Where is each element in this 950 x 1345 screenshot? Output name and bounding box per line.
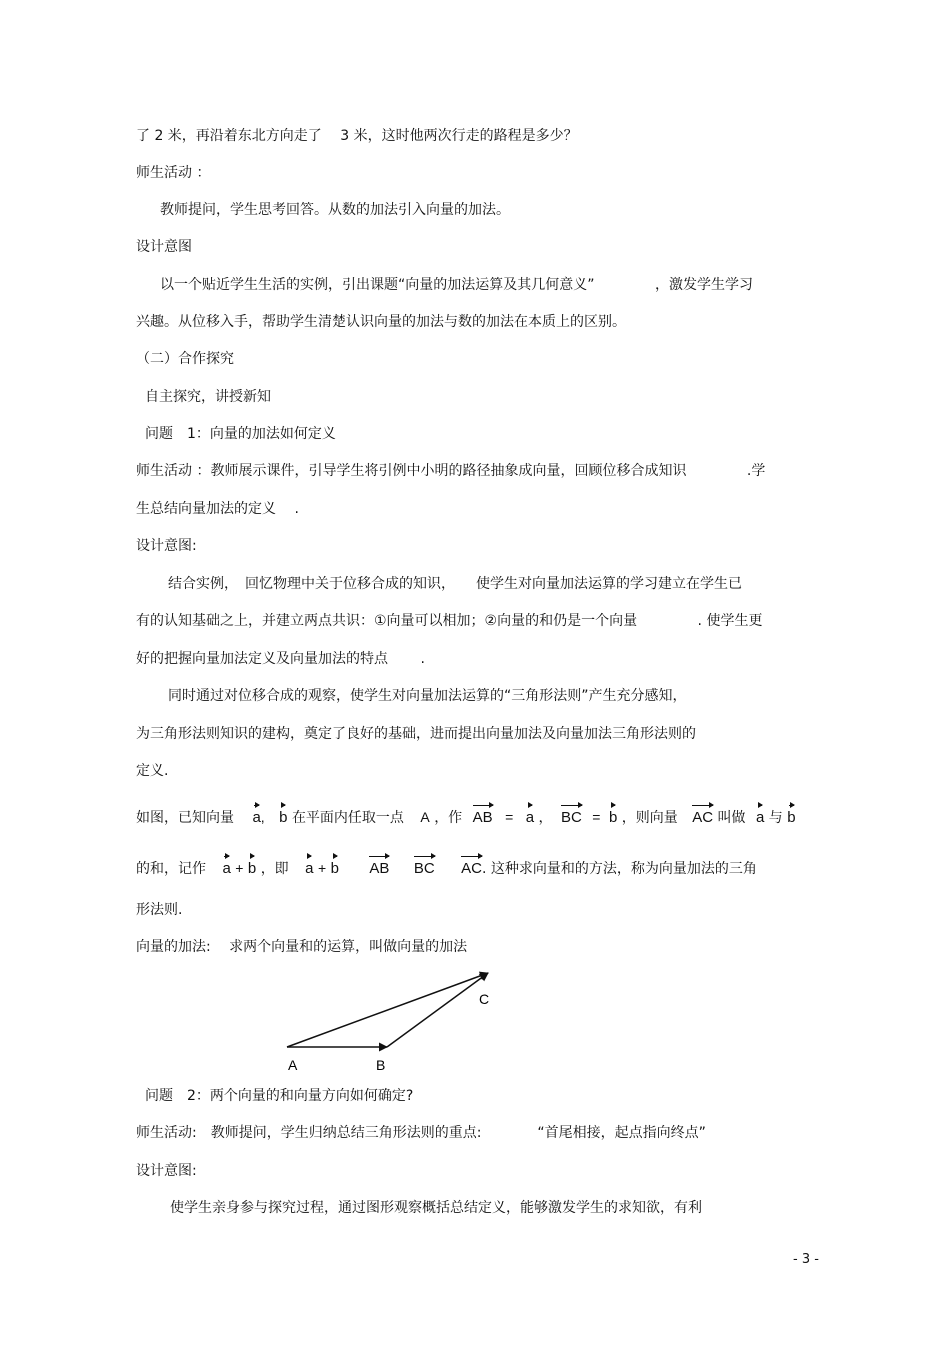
vector-b: b [279, 809, 288, 826]
vector-ab: AB [472, 809, 493, 826]
text-line-21: 形法则. [136, 902, 183, 918]
question-2: 问题 2：两个向量的和向量方向如何确定? [145, 1088, 414, 1104]
label-a: A [288, 1057, 298, 1073]
vector-bc: BC [413, 860, 435, 877]
question-1: 问题 1：向量的加法如何定义 [145, 426, 336, 442]
label-b: B [376, 1057, 386, 1073]
formula-text: 的和，记作 [136, 861, 206, 877]
formula-text: ，即 [260, 861, 289, 877]
page-number: - 3 - [793, 1252, 819, 1267]
vector-b: b [787, 809, 796, 826]
text-line-8: 自主探究，讲授新知 [145, 389, 271, 405]
formula-line-1 [136, 808, 796, 827]
formula-text: 与 [768, 810, 783, 826]
equals-sign: = [505, 809, 514, 825]
text-line-11: 生总结向量加法的定义 . [136, 501, 299, 517]
formula-text: 如图，已知向量 [136, 810, 234, 826]
vector-b: b [608, 809, 618, 826]
label-c: C [479, 991, 490, 1007]
text-line-1: 了 2 米，再沿着东北方向走了 3 米，这时他两次行走的路程是多少？ [136, 128, 578, 144]
text-line-22: 向量的加法: 求两个向量和的运算，叫做向量的加法 [136, 939, 468, 955]
plus-sign: + [235, 860, 244, 876]
vector-ac: AC [461, 860, 482, 877]
text-line-12: 设计意图: [136, 538, 197, 554]
vector-bc: BC [561, 809, 582, 826]
vector-a: a [525, 809, 535, 826]
vector-ab: AB [369, 860, 390, 877]
formula-text: ， [538, 810, 553, 826]
formula-text: ，作 [434, 810, 463, 826]
text-line-16: 同时通过对位移合成的观察，使学生对向量加法运算的“三角形法则”产生充分感知， [168, 688, 687, 704]
text-line-6: 兴趣。从位移入手，帮助学生清楚认识向量的加法与数的加法在本质上的区别。 [136, 314, 626, 330]
text-line-15: 好的把握向量加法定义及向量加法的特点 . [136, 651, 425, 667]
comma: , [260, 809, 265, 825]
vector-a: a [305, 860, 314, 877]
plus-sign: + [317, 860, 327, 876]
text-line-4: 设计意图 [136, 239, 192, 255]
text-line-17: 为三角形法则知识的建构，奠定了良好的基础，进而提出向量加法及向量加法三角形法则的 [136, 726, 696, 742]
vector-ac: AC [692, 809, 714, 826]
vector-a: a [222, 860, 231, 877]
text-line-18: 定义. [136, 763, 169, 779]
formula-text: 在平面内任取一点 [291, 810, 404, 826]
text-line-3: 教师提问，学生思考回答。从数的加法引入向量的加法。 [160, 202, 510, 218]
text-line-2: 师生活动 ： [136, 165, 211, 181]
equals-sign: = [592, 809, 601, 825]
section-heading: （二）合作探究 [136, 351, 234, 367]
formula-text: . 这种求向量和的方法，称为向量加法的三角 [481, 861, 757, 877]
formula-text: 叫做 [717, 810, 746, 826]
text-line-26: 使学生亲身参与探究过程，通过图形观察概括总结定义，能够激发学生的求知欲，有利 [170, 1200, 702, 1216]
vector-a: a [755, 809, 765, 826]
point-a: A [420, 809, 430, 825]
formula-text: ，则向量 [621, 810, 678, 826]
formula-line-2 [136, 859, 757, 878]
vector-bc-arrow [387, 973, 488, 1047]
vector-b: b [247, 860, 257, 877]
vector-ac-arrow [287, 973, 488, 1047]
text-line-24: 师生活动: 教师提问，学生归纳总结三角形法则的重点: “首尾相接，起点指向终点” [136, 1125, 706, 1141]
vector-a: a [252, 809, 261, 826]
text-line-13: 结合实例， 回忆物理中关于位移合成的知识， 使学生对向量加法运算的学习建立在学生已 [168, 576, 742, 592]
text-line-5: 以一个贴近学生生活的实例，引出课题“向量的加法运算及其几何意义” ，激发学生学习 [160, 277, 753, 293]
triangle-figure [270, 960, 510, 1080]
text-line-10: 师生活动 ：教师展示课件，引导学生将引例中小明的路径抽象成向量，回顾位移合成知识 .学 [136, 463, 766, 479]
vector-b: b [330, 860, 339, 877]
text-line-14: 有的认知基础之上，并建立两点共识：①向量可以相加；②向量的和仍是一个向量 . 使学生更 [136, 613, 763, 629]
text-line-25: 设计意图: [136, 1163, 197, 1179]
